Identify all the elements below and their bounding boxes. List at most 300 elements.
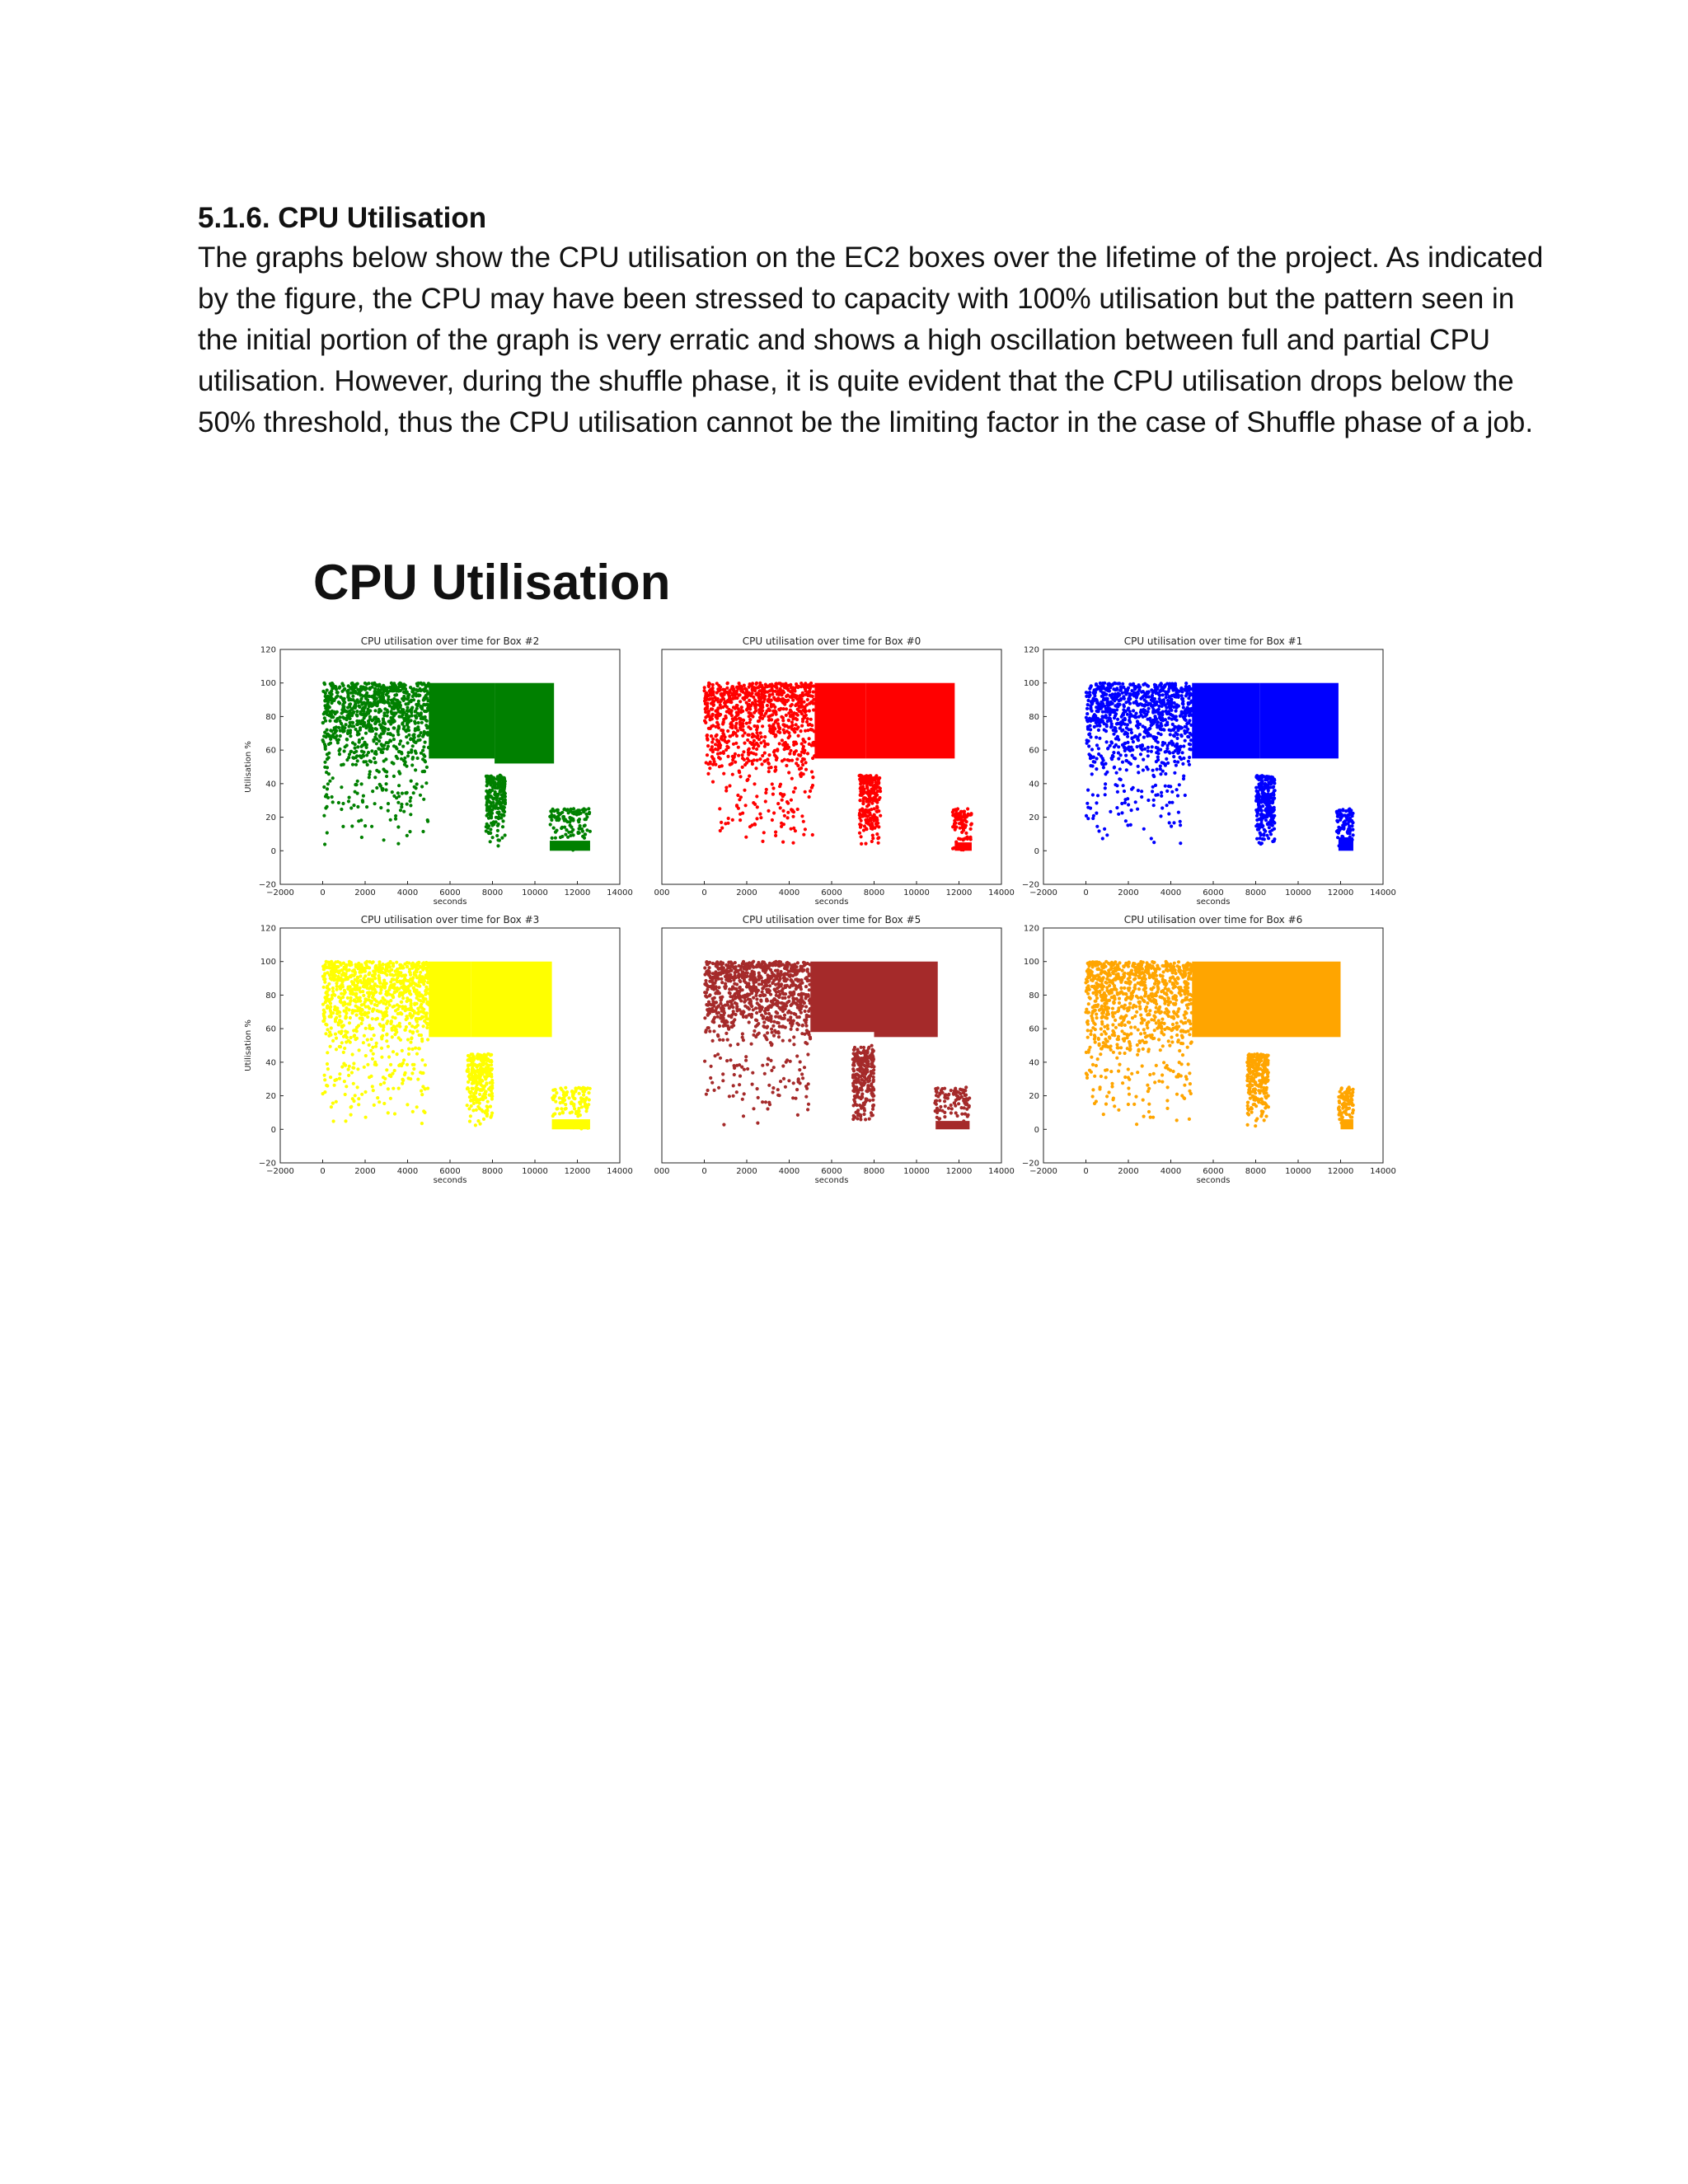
data-point xyxy=(806,717,809,720)
data-point xyxy=(1175,715,1178,718)
data-point xyxy=(351,763,354,766)
data-point xyxy=(337,726,340,729)
data-point xyxy=(1116,702,1119,705)
data-point xyxy=(359,697,363,701)
data-point xyxy=(809,790,812,793)
data-point xyxy=(343,726,346,729)
data-point xyxy=(385,1007,388,1010)
data-point xyxy=(1137,789,1140,792)
data-point xyxy=(353,686,356,689)
data-point xyxy=(340,968,344,972)
data-point xyxy=(399,808,402,812)
data-point xyxy=(354,1009,357,1012)
data-point xyxy=(1111,692,1114,696)
data-point xyxy=(424,684,428,687)
data-point xyxy=(728,784,731,787)
data-point xyxy=(339,961,342,964)
data-point xyxy=(1151,694,1154,697)
data-point xyxy=(330,1026,333,1029)
data-point xyxy=(1167,812,1170,815)
data-point xyxy=(340,1041,344,1044)
data-point xyxy=(786,811,790,814)
data-point xyxy=(323,761,326,764)
data-point xyxy=(408,1014,411,1017)
data-point xyxy=(392,699,395,702)
data-point xyxy=(366,763,369,766)
x-tick-label: 12000 xyxy=(564,1167,591,1176)
x-tick-label: 8000 xyxy=(863,888,885,898)
x-tick-label: 6000 xyxy=(439,888,461,898)
data-point xyxy=(354,992,358,996)
data-point xyxy=(1097,752,1100,756)
data-point xyxy=(705,761,708,764)
data-point xyxy=(774,768,777,771)
data-point xyxy=(585,828,588,832)
data-point xyxy=(402,1058,406,1062)
data-point xyxy=(366,695,369,698)
data-point xyxy=(749,727,753,730)
data-point xyxy=(485,778,489,781)
data-point xyxy=(321,1003,325,1006)
data-point xyxy=(391,994,394,997)
data-point xyxy=(579,842,583,846)
data-point xyxy=(1176,761,1179,764)
data-point xyxy=(1152,799,1156,802)
x-tick-label: 0 xyxy=(1083,888,1089,898)
data-point xyxy=(1146,710,1150,714)
data-point xyxy=(1117,745,1120,748)
data-point xyxy=(357,819,360,823)
data-point xyxy=(360,836,363,839)
data-point xyxy=(371,790,374,793)
data-point xyxy=(1158,693,1161,696)
data-point xyxy=(728,697,731,701)
data-point xyxy=(1153,737,1156,740)
data-point xyxy=(726,755,729,758)
x-tick-label: 000 xyxy=(654,888,670,898)
data-point xyxy=(1126,713,1129,716)
data-point xyxy=(361,799,364,802)
data-point-cluster xyxy=(814,683,865,759)
data-point xyxy=(1142,827,1146,831)
data-point xyxy=(322,682,326,685)
data-point xyxy=(328,705,331,709)
data-point xyxy=(393,991,396,994)
data-point xyxy=(329,1045,332,1048)
data-point xyxy=(1175,788,1179,791)
data-point xyxy=(361,737,364,740)
data-point xyxy=(372,738,375,742)
data-point xyxy=(396,842,400,846)
data-point xyxy=(410,1036,413,1039)
data-point xyxy=(720,692,723,696)
data-point xyxy=(1121,761,1124,764)
data-point xyxy=(410,1002,413,1005)
data-point xyxy=(1153,703,1156,706)
data-point xyxy=(415,715,418,719)
data-point xyxy=(1269,832,1273,836)
data-point xyxy=(380,1056,383,1059)
data-point xyxy=(1188,756,1191,759)
data-point xyxy=(1088,691,1091,694)
data-point xyxy=(793,751,796,754)
data-point xyxy=(1134,734,1137,738)
data-point xyxy=(355,1029,359,1033)
data-point xyxy=(711,757,715,760)
data-point xyxy=(809,718,813,721)
data-point xyxy=(357,732,360,735)
section-body: The graphs below show the CPU utilisation on the EC2 boxes over the lifetime of the project. As indicated by the figure, the CPU may have been stressed to capacity with 100% utilisation but the pattern seen in the initial portion of the graph is very erratic and shows a high oscillation between full and partial CPU utilisation. However, during the shuffle phase, it is quite evident that the CPU utilisation drops below the 50% threshold, thus the CPU utilisation cannot be the limiting factor in the case of Shuffle phase of a job. xyxy=(198,241,1544,438)
data-point xyxy=(1092,760,1095,763)
data-point xyxy=(412,987,415,990)
data-point xyxy=(424,1015,428,1018)
data-point xyxy=(554,831,557,834)
data-point xyxy=(748,699,751,702)
data-point xyxy=(404,684,407,687)
data-point xyxy=(412,733,415,736)
data-point xyxy=(382,701,386,705)
data-point xyxy=(1146,754,1150,757)
data-point xyxy=(495,820,498,823)
data-point xyxy=(808,743,811,746)
data-point xyxy=(879,814,882,818)
data-point xyxy=(331,776,335,780)
data-point xyxy=(396,791,400,794)
data-point xyxy=(329,714,332,717)
data-point xyxy=(762,831,766,834)
data-point xyxy=(758,711,762,715)
data-point xyxy=(868,796,871,799)
data-point xyxy=(1111,755,1114,758)
data-point xyxy=(1105,833,1109,837)
data-point xyxy=(768,693,771,696)
data-point xyxy=(504,801,507,804)
data-point xyxy=(1259,837,1262,840)
data-point xyxy=(746,733,749,737)
data-point xyxy=(343,749,346,752)
data-point xyxy=(1264,814,1268,818)
data-point xyxy=(865,782,869,785)
data-point xyxy=(763,760,767,763)
data-point xyxy=(417,1047,420,1050)
data-point xyxy=(878,776,881,780)
data-point xyxy=(560,835,564,838)
data-point xyxy=(389,818,392,822)
data-point xyxy=(1186,735,1189,738)
data-point xyxy=(1090,772,1094,776)
data-point xyxy=(1152,841,1156,844)
data-point xyxy=(804,684,808,687)
data-point xyxy=(335,985,339,988)
data-point xyxy=(962,828,965,832)
data-point xyxy=(399,739,402,743)
data-point xyxy=(341,802,345,805)
data-point xyxy=(1273,814,1276,818)
y-tick-label: −20 xyxy=(258,1159,276,1169)
data-point xyxy=(354,743,357,746)
data-point xyxy=(371,695,374,698)
data-point xyxy=(1127,748,1130,752)
data-point xyxy=(1259,832,1262,836)
data-point xyxy=(1161,770,1165,773)
data-point xyxy=(1175,710,1178,713)
data-point xyxy=(781,809,785,813)
data-point xyxy=(424,781,428,785)
data-point xyxy=(384,757,387,761)
data-point xyxy=(427,682,430,685)
data-point xyxy=(1339,839,1343,842)
data-point xyxy=(336,965,340,968)
data-point xyxy=(495,834,499,837)
data-point xyxy=(420,711,423,715)
data-point xyxy=(792,827,795,830)
data-point xyxy=(374,991,377,994)
data-point xyxy=(795,703,798,706)
data-point xyxy=(957,837,960,841)
data-point xyxy=(771,793,775,796)
data-point xyxy=(421,830,424,833)
data-point xyxy=(1142,683,1145,687)
data-point xyxy=(1094,691,1097,694)
data-point xyxy=(1112,687,1115,691)
data-point xyxy=(397,770,401,773)
data-point xyxy=(719,703,722,706)
data-point xyxy=(770,682,773,686)
data-point xyxy=(1146,685,1150,688)
data-point xyxy=(1177,705,1180,708)
data-point xyxy=(419,794,422,797)
data-point xyxy=(969,837,973,841)
data-point xyxy=(379,968,382,972)
data-point xyxy=(373,683,377,687)
data-point xyxy=(1179,820,1182,823)
data-point xyxy=(1102,697,1105,701)
data-point xyxy=(389,687,392,690)
data-point xyxy=(1172,821,1175,824)
data-point xyxy=(1095,736,1098,739)
data-point xyxy=(388,732,392,735)
data-point xyxy=(322,1009,326,1012)
x-tick-label: 6000 xyxy=(821,888,842,898)
data-point xyxy=(419,689,422,692)
data-point xyxy=(401,792,404,795)
data-point xyxy=(491,836,495,839)
y-tick-label: 0 xyxy=(270,1125,276,1135)
data-point xyxy=(392,1024,396,1028)
x-tick-label: −2000 xyxy=(266,888,294,898)
data-point xyxy=(1260,819,1264,823)
data-point xyxy=(735,692,738,696)
data-point xyxy=(348,1008,351,1011)
chart-panel xyxy=(244,914,633,1185)
data-point xyxy=(356,745,359,748)
data-point xyxy=(335,988,339,991)
data-point xyxy=(802,745,805,748)
data-point xyxy=(774,834,777,837)
data-point xyxy=(1168,752,1171,755)
data-point xyxy=(748,748,751,751)
data-point xyxy=(322,814,326,818)
data-point xyxy=(351,721,354,724)
data-point xyxy=(1159,814,1162,818)
data-point xyxy=(1105,740,1109,743)
data-point xyxy=(1143,705,1146,708)
x-axis-label: seconds xyxy=(433,898,467,907)
data-point xyxy=(812,741,815,744)
data-point xyxy=(396,757,399,760)
data-point xyxy=(1188,748,1191,751)
data-point xyxy=(710,694,713,697)
y-tick-label: −20 xyxy=(1021,880,1039,890)
data-point xyxy=(499,790,503,793)
data-point xyxy=(1345,837,1348,841)
data-point xyxy=(1121,691,1124,695)
data-point xyxy=(1180,726,1184,729)
data-point xyxy=(375,786,378,790)
data-point xyxy=(1179,757,1183,761)
data-point xyxy=(1123,798,1127,801)
data-point xyxy=(792,810,795,813)
data-point xyxy=(1118,777,1121,780)
data-point xyxy=(349,702,352,705)
data-point xyxy=(1165,682,1169,686)
data-point xyxy=(791,841,795,845)
data-point xyxy=(877,836,880,839)
data-point xyxy=(771,782,774,785)
data-point xyxy=(792,743,795,746)
data-point xyxy=(1175,737,1179,740)
data-point xyxy=(341,729,345,733)
x-tick-label: 10000 xyxy=(522,888,548,898)
data-point xyxy=(1156,793,1160,796)
data-point xyxy=(415,688,418,691)
data-point xyxy=(1179,841,1182,845)
data-point xyxy=(403,963,406,966)
data-point xyxy=(486,827,490,830)
data-point xyxy=(1164,772,1167,776)
data-point xyxy=(790,695,794,698)
data-point xyxy=(416,684,420,687)
data-point xyxy=(753,803,757,806)
data-point xyxy=(369,1000,373,1003)
data-point xyxy=(1140,691,1143,694)
data-point xyxy=(1086,719,1090,723)
data-point xyxy=(1179,745,1182,748)
data-point xyxy=(710,740,714,743)
data-point xyxy=(1097,685,1100,688)
data-point xyxy=(1182,705,1185,709)
data-point xyxy=(373,716,376,719)
data-point xyxy=(794,717,797,720)
data-point xyxy=(401,964,404,968)
data-point xyxy=(326,796,330,799)
data-point xyxy=(406,1038,410,1041)
data-point xyxy=(1262,800,1265,804)
data-point xyxy=(489,840,492,843)
data-point xyxy=(787,719,790,722)
data-point xyxy=(805,720,809,724)
data-point xyxy=(1265,793,1268,796)
data-point xyxy=(735,804,738,807)
data-point xyxy=(326,985,329,988)
data-point xyxy=(396,1012,400,1015)
data-point xyxy=(382,721,385,724)
data-point xyxy=(498,839,501,842)
data-point xyxy=(337,1030,340,1033)
data-point xyxy=(866,818,870,822)
data-point xyxy=(401,1049,404,1052)
data-point xyxy=(356,997,359,1001)
data-point xyxy=(378,708,382,711)
data-point xyxy=(382,1011,386,1015)
data-point xyxy=(379,988,382,991)
data-point xyxy=(1155,760,1158,763)
data-point xyxy=(501,825,504,828)
data-point xyxy=(489,794,492,798)
data-point xyxy=(419,738,422,742)
data-point xyxy=(730,724,734,727)
data-point xyxy=(864,842,867,846)
data-point xyxy=(491,801,495,804)
data-point xyxy=(1147,690,1151,693)
data-point xyxy=(1164,750,1167,753)
data-point xyxy=(390,1019,393,1023)
data-point xyxy=(322,734,326,738)
data-point xyxy=(387,970,391,973)
data-point xyxy=(385,1033,388,1036)
data-point xyxy=(335,1012,339,1015)
data-point xyxy=(352,711,355,715)
data-point xyxy=(382,1015,386,1019)
data-point xyxy=(1157,705,1160,708)
data-point xyxy=(772,726,776,729)
data-point xyxy=(338,715,341,719)
data-point xyxy=(809,723,812,726)
data-point xyxy=(1339,809,1342,813)
data-point xyxy=(340,690,344,693)
data-point xyxy=(321,975,325,978)
data-point xyxy=(387,802,390,805)
data-point xyxy=(324,1032,327,1035)
data-point xyxy=(737,754,740,757)
data-point xyxy=(549,823,552,826)
data-point xyxy=(340,1025,344,1029)
data-point xyxy=(1098,721,1101,724)
data-point xyxy=(722,733,725,736)
data-point xyxy=(326,688,329,691)
data-point xyxy=(373,687,377,691)
data-point xyxy=(374,733,377,736)
data-point xyxy=(731,773,734,776)
data-point xyxy=(738,700,742,703)
data-point xyxy=(753,758,756,762)
data-point xyxy=(737,807,740,810)
data-point xyxy=(765,788,768,791)
data-point xyxy=(783,724,786,727)
data-point xyxy=(325,995,328,998)
data-point xyxy=(874,791,878,794)
data-point xyxy=(755,794,758,798)
data-point xyxy=(400,684,403,687)
data-point xyxy=(397,726,401,729)
data-point xyxy=(1115,784,1118,787)
data-point xyxy=(1346,829,1349,832)
data-point xyxy=(377,978,381,982)
data-point xyxy=(349,729,352,732)
data-point xyxy=(958,846,961,849)
data-point xyxy=(1137,771,1140,774)
data-point xyxy=(353,998,356,1001)
